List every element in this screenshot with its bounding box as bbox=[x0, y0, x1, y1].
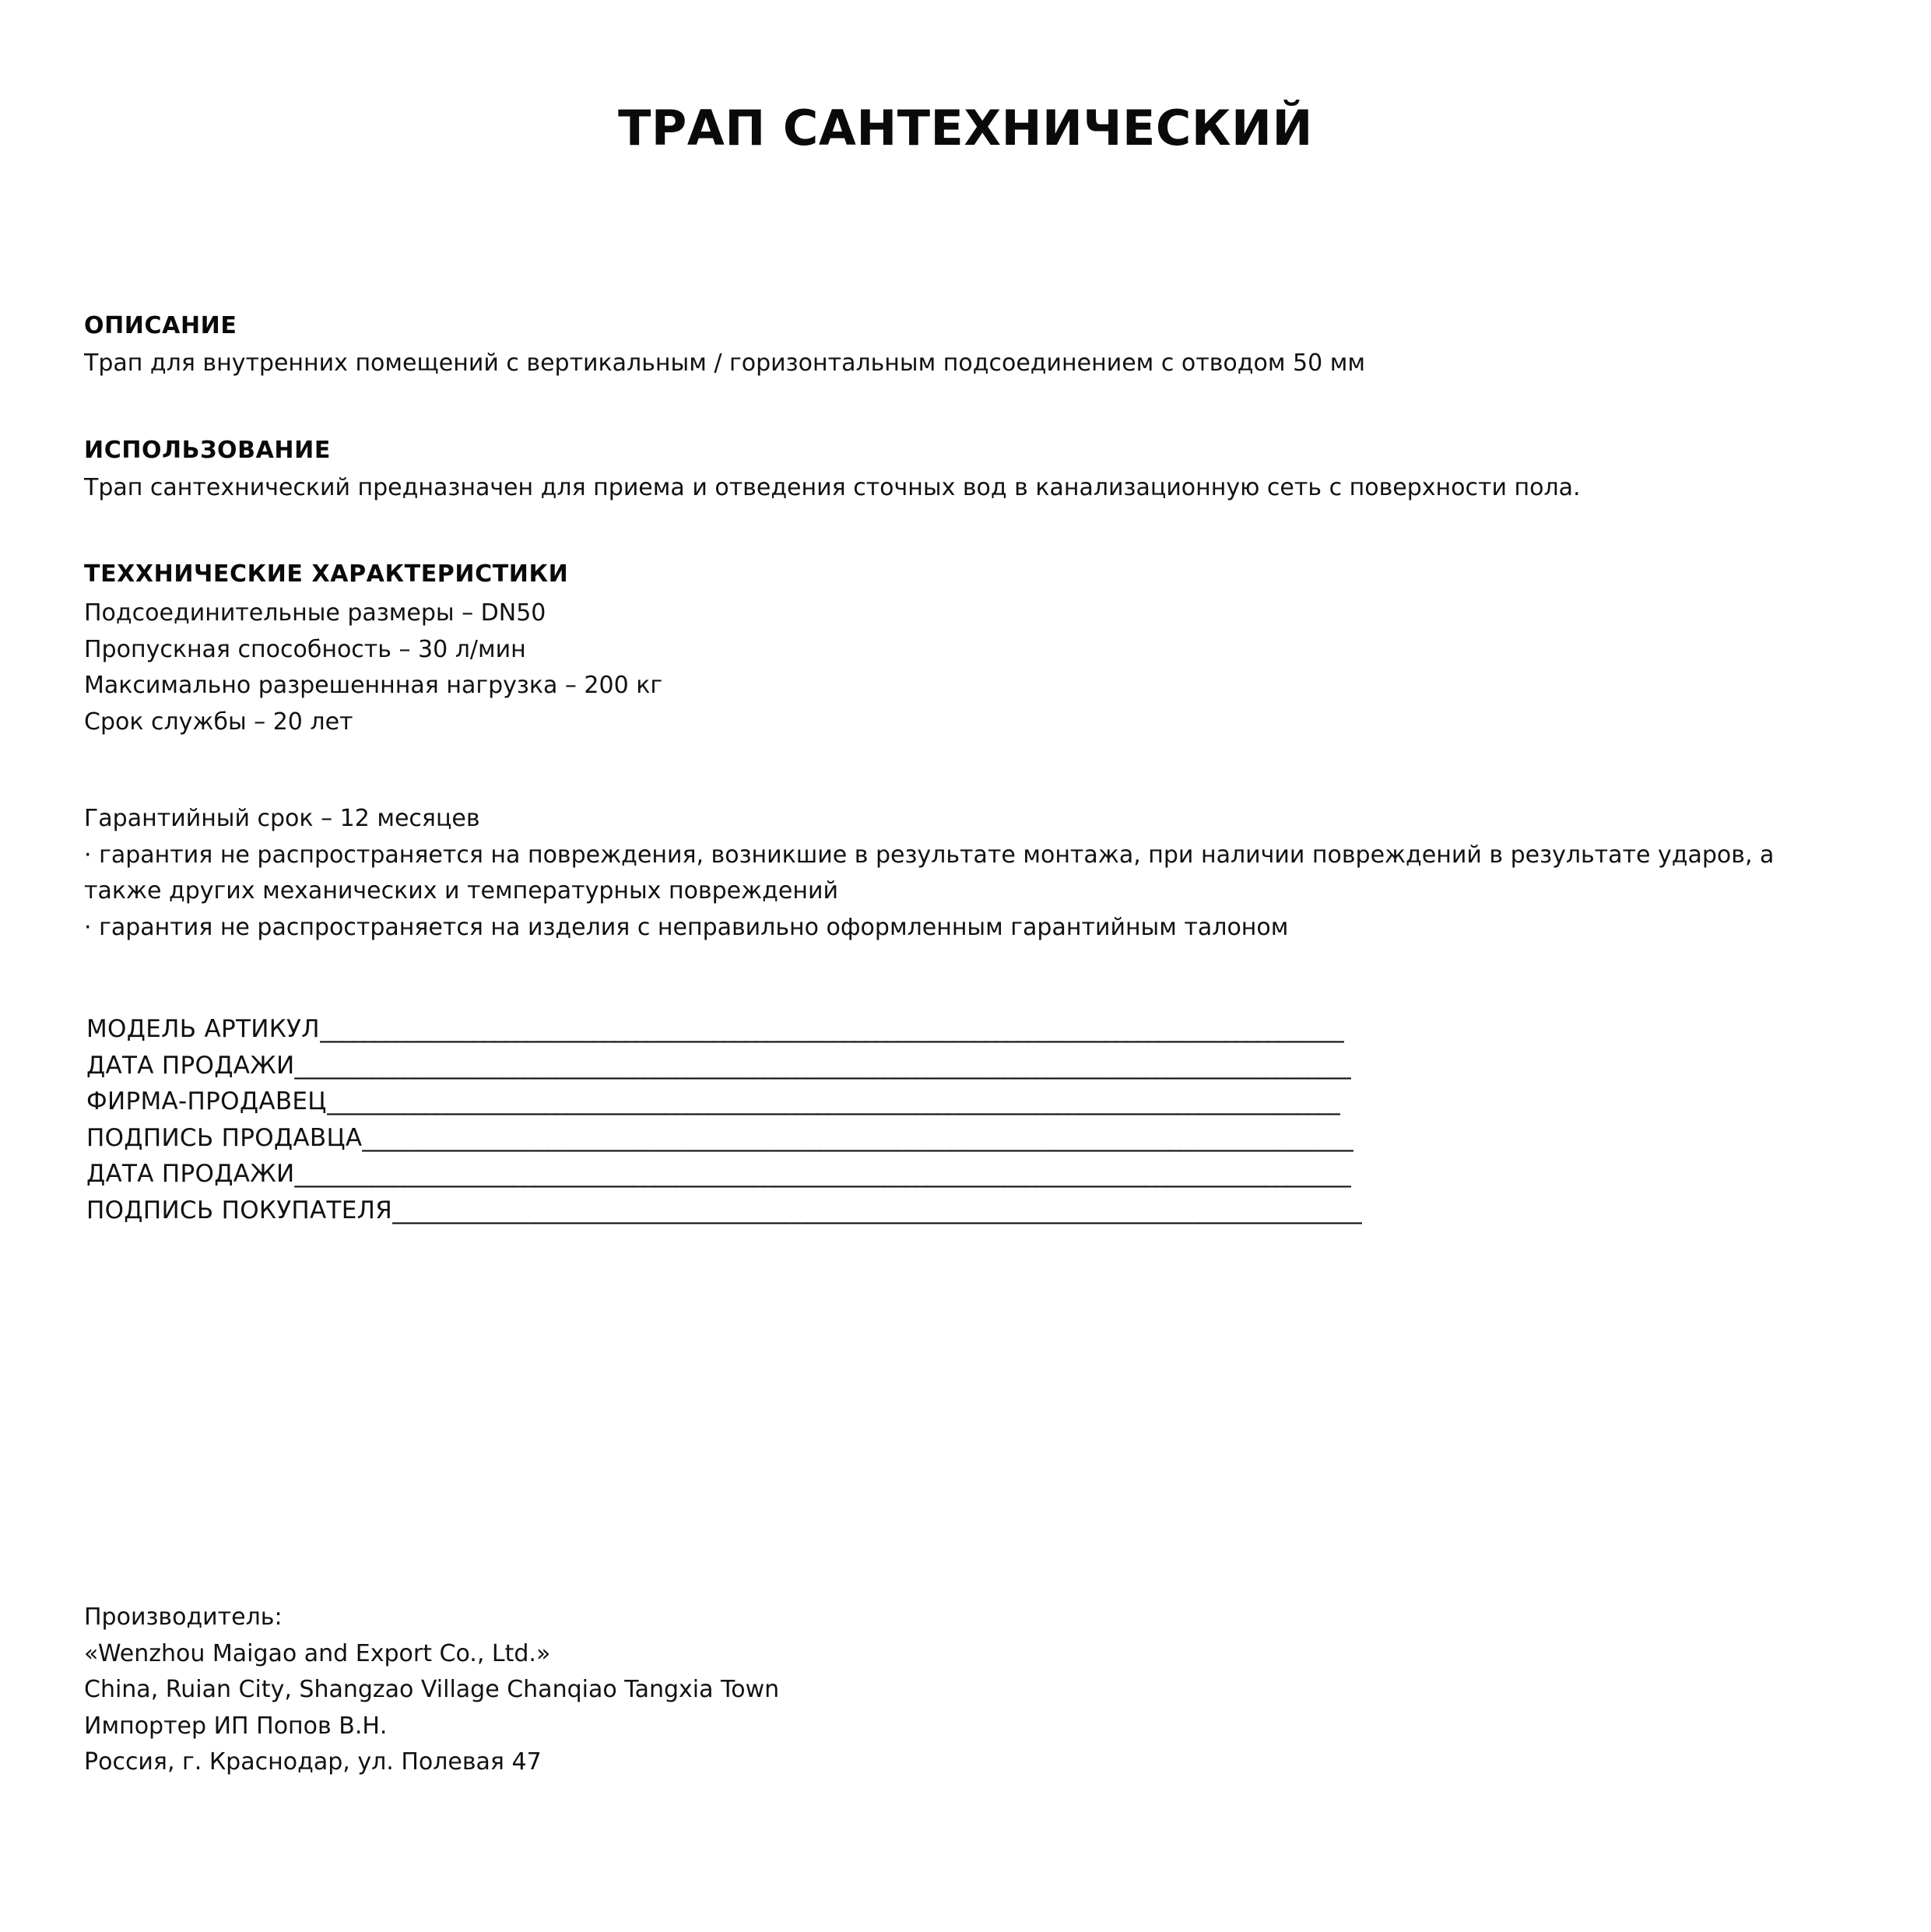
section-heading-description: ОПИСАНИЕ bbox=[84, 312, 237, 339]
field-row[interactable] bbox=[86, 1193, 1847, 1229]
field-row[interactable] bbox=[86, 1156, 1847, 1193]
section-heading-specifications: ТЕХХНИЧЕСКИЕ ХАРАКТЕРИСТИКИ bbox=[84, 560, 569, 588]
section-description bbox=[84, 312, 1847, 381]
field-rule: _________________________________________________________________________________________________ bbox=[294, 1051, 1352, 1080]
field-label: ПОДПИСЬ ПОКУПАТЕЛЯ bbox=[86, 1196, 393, 1224]
spec-item: Срок службы – 20 лет bbox=[84, 708, 353, 736]
section-warranty bbox=[84, 801, 1847, 946]
field-label: ДАТА ПРОДАЖИ bbox=[86, 1051, 295, 1080]
spec-item: Максимально разрешеннная нагрузка – 200 кг bbox=[84, 672, 663, 700]
footer-line: Россия, г. Краснодар, ул. Полевая 47 bbox=[84, 1748, 542, 1776]
field-label: ДАТА ПРОДАЖИ bbox=[86, 1160, 295, 1189]
field-rule: _____________________________________________________________________________________________ bbox=[326, 1087, 1340, 1116]
field-rule: ______________________________________________________________________________________________ bbox=[319, 1015, 1344, 1044]
footer-line: «Wenzhou Maigao and Export Co., Ltd.» bbox=[84, 1639, 551, 1667]
field-row[interactable] bbox=[86, 1048, 1847, 1084]
field-row[interactable] bbox=[86, 1120, 1847, 1157]
footer-line: China, Ruian City, Shangzao Village Chanqiao Tangxia Town bbox=[84, 1676, 780, 1703]
field-rule: _________________________________________________________________________________________________ bbox=[294, 1160, 1352, 1189]
section-usage bbox=[84, 437, 1847, 505]
field-row[interactable] bbox=[86, 1084, 1847, 1120]
field-row[interactable] bbox=[86, 1011, 1847, 1048]
usage-text: Трап сантехнический предназначен для приема и отведения сточных вод в канализационную сеть с поверхности пола. bbox=[84, 473, 1581, 501]
field-label: ПОДПИСЬ ПРОДАВЦА bbox=[86, 1123, 363, 1152]
field-label: ФИРМА-ПРОДАВЕЦ bbox=[86, 1087, 327, 1116]
footer-line: Производитель: bbox=[84, 1604, 283, 1631]
field-rule: ___________________________________________________________________________________________ bbox=[362, 1123, 1354, 1152]
manufacturer-info bbox=[84, 1600, 779, 1781]
section-specifications bbox=[84, 560, 1847, 740]
field-label: МОДЕЛЬ АРТИКУЛ bbox=[86, 1015, 320, 1044]
warranty-card-fields bbox=[84, 1011, 1847, 1228]
footer-line: Импортер ИП Попов В.Н. bbox=[84, 1712, 388, 1740]
spec-item: Подсоединительные размеры – DN50 bbox=[84, 599, 546, 627]
spec-item: Пропускная способность – 30 л/мин bbox=[84, 635, 526, 663]
warranty-bullet: · гарантия не распространяется на повреждения, возникшие в результате монтажа, при наличии повреждений в результате ударов, а также других механических и температурных повреждений bbox=[84, 841, 1775, 905]
description-text: Трап для внутренних помещений с вертикальным / горизонтальным подсоединением с отводом 50 мм bbox=[84, 350, 1365, 377]
page-title: ТРАП САНТЕХНИЧЕСКИЙ bbox=[618, 100, 1313, 156]
warranty-bullet: · гарантия не распространяется на изделия с неправильно оформленным гарантийным талоном bbox=[84, 913, 1289, 941]
section-heading-usage: ИСПОЛЬЗОВАНИЕ bbox=[84, 436, 331, 464]
field-rule: _________________________________________________________________________________________ bbox=[392, 1196, 1363, 1224]
warranty-term: Гарантийный срок – 12 месяцев bbox=[84, 805, 480, 833]
